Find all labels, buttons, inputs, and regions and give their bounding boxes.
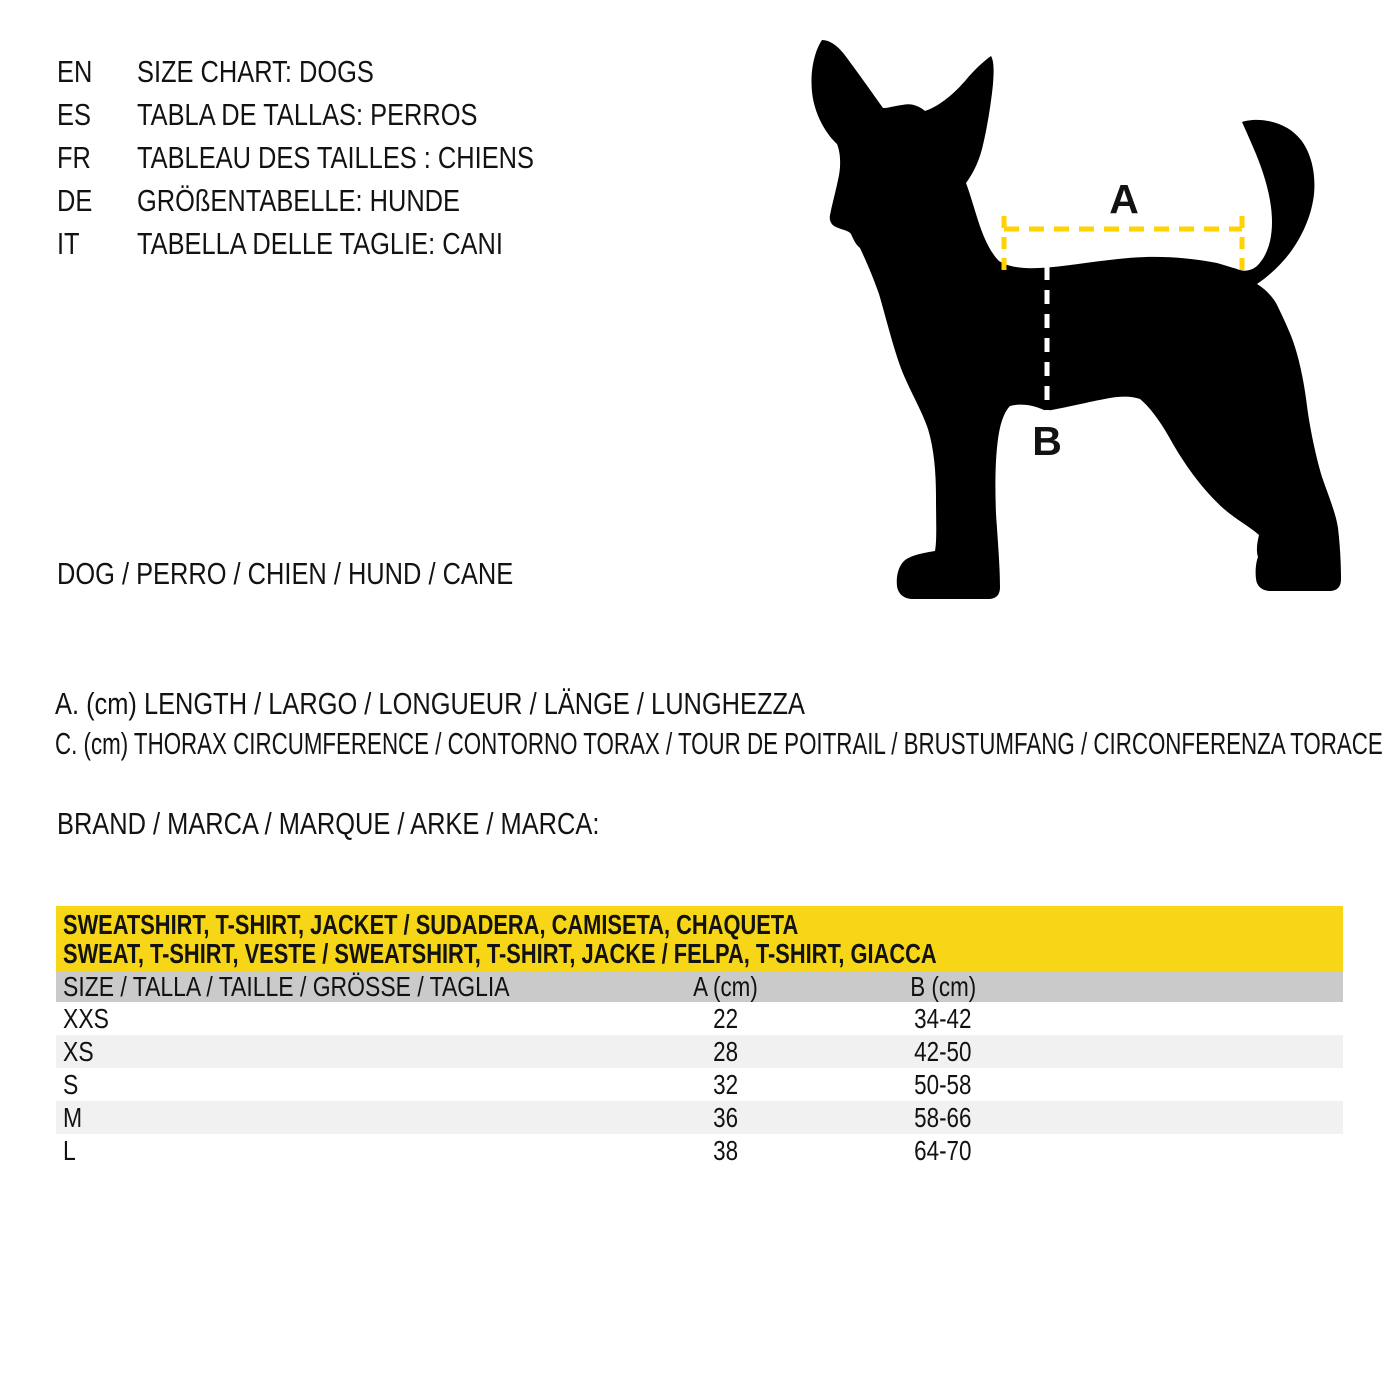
- page-title-fr: TABLEAU DES TAILLES : CHIENS: [137, 139, 534, 175]
- legend-length: A. (cm) LENGTH / LARGO / LONGUEUR / LÄNGE / LUNGHEZZA: [55, 686, 806, 721]
- banner-line-1: SWEATSHIRT, T-SHIRT, JACKET / SUDADERA, CAMISETA, CHAQUETA: [63, 909, 799, 940]
- language-code: IT: [57, 225, 80, 261]
- banner-line-2: SWEAT, T-SHIRT, VESTE / SWEATSHIRT, T-SHIRT, JACKE / FELPA, T-SHIRT, GIACCA: [63, 938, 937, 969]
- size-cell: L: [63, 1134, 76, 1166]
- a-cell: 36: [713, 1101, 738, 1133]
- language-row-es: [57, 93, 621, 136]
- dimension-a-label: A: [1109, 176, 1139, 222]
- size-cell: M: [63, 1101, 83, 1133]
- page-title-it: TABELLA DELLE TAGLIE: CANI: [137, 225, 503, 261]
- language-title-block: [57, 50, 621, 265]
- dog-measurement-figure: [800, 20, 1370, 620]
- language-row-de: [57, 179, 621, 222]
- size-cell: XXS: [63, 1002, 109, 1034]
- b-cell: 42-50: [914, 1035, 972, 1067]
- table-row: [56, 1002, 1343, 1035]
- language-code: DE: [57, 182, 93, 218]
- legend-thorax: C. (cm) THORAX CIRCUMFERENCE / CONTORNO TORAX / TOUR DE POITRAIL / BRUSTUMFANG / CIRCONFERENZA TORACE: [55, 726, 1383, 761]
- b-cell: 50-58: [914, 1068, 972, 1100]
- a-cell: 32: [713, 1068, 738, 1100]
- table-row: [56, 1035, 1343, 1068]
- column-header-a: A (cm): [693, 971, 758, 1002]
- b-cell: 58-66: [914, 1101, 972, 1133]
- column-header-size: SIZE / TALLA / TAILLE / GRÖSSE / TAGLIA: [63, 971, 510, 1002]
- size-cell: XS: [63, 1035, 94, 1067]
- table-header-row: [56, 971, 1343, 1002]
- page-title: SIZE CHART: DOGS: [137, 53, 374, 89]
- b-cell: 34-42: [914, 1002, 972, 1034]
- table-body: [56, 1002, 1343, 1167]
- b-cell: 64-70: [914, 1134, 972, 1166]
- animal-caption: DOG / PERRO / CHIEN / HUND / CANE: [57, 556, 514, 591]
- language-code: EN: [57, 53, 93, 89]
- dog-silhouette-icon: [811, 40, 1341, 599]
- language-code: FR: [57, 139, 91, 175]
- language-row-en: [57, 50, 621, 93]
- language-code: ES: [57, 96, 91, 132]
- a-cell: 38: [713, 1134, 738, 1166]
- table-banner: [56, 906, 1343, 971]
- size-cell: S: [63, 1068, 79, 1100]
- table-row: [56, 1134, 1343, 1167]
- table-row: [56, 1101, 1343, 1134]
- brand-line: BRAND / MARCA / MARQUE / ARKE / MARCA:: [57, 806, 600, 841]
- size-table: [56, 906, 1343, 1167]
- table-row: [56, 1068, 1343, 1101]
- language-row-fr: [57, 136, 621, 179]
- page-title-de: GRÖßENTABELLE: HUNDE: [137, 182, 460, 218]
- a-cell: 22: [713, 1002, 738, 1034]
- dimension-b-label: B: [1032, 418, 1062, 464]
- column-header-b: B (cm): [910, 971, 976, 1002]
- page-title-es: TABLA DE TALLAS: PERROS: [137, 96, 478, 132]
- a-cell: 28: [713, 1035, 738, 1067]
- language-row-it: [57, 222, 621, 265]
